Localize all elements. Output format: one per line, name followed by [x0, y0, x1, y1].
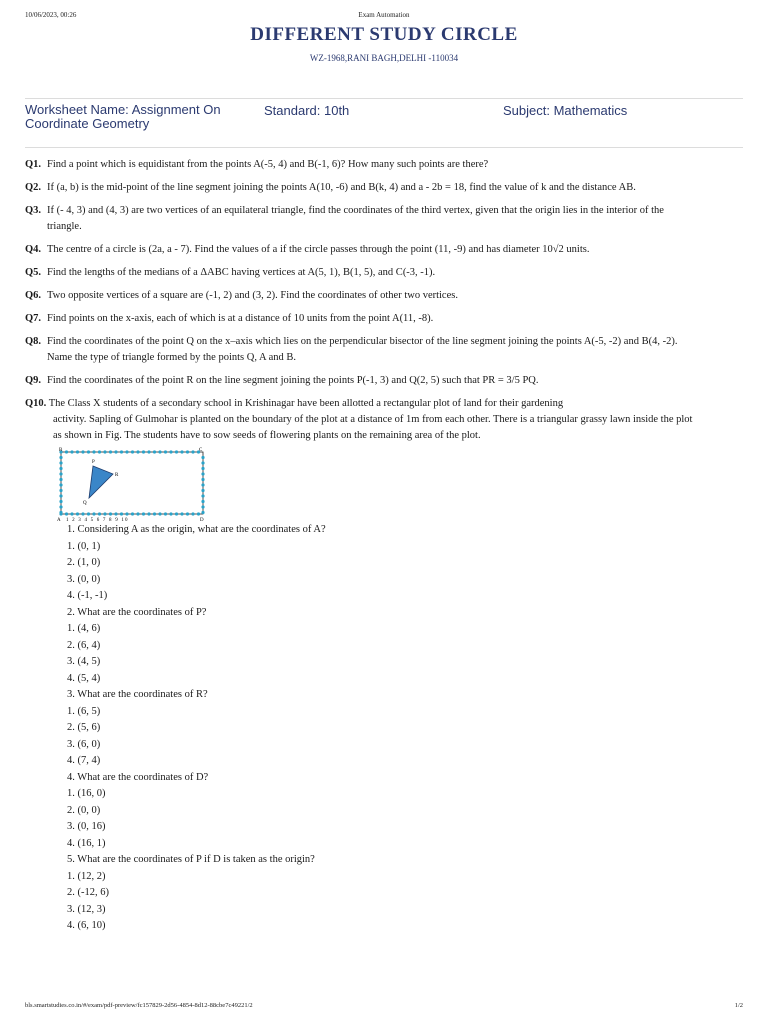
label-c: C [199, 448, 203, 453]
question [25, 288, 698, 304]
option: 1. (6, 5) [67, 705, 101, 717]
label-a: A [57, 518, 61, 522]
subquestion: 1. Considering A as the origin, what are the coordinates of A? [67, 524, 326, 535]
option: 2. (5, 6) [67, 722, 101, 733]
question-number: Q3. [25, 205, 42, 216]
question-number: Q7. [25, 313, 42, 324]
sapling-marker [70, 450, 73, 453]
sapling-marker [131, 512, 134, 515]
worksheet-name: Worksheet Name: Assignment On Coordinate Geometry [25, 102, 221, 131]
sapling-marker [76, 512, 79, 515]
sapling-marker [92, 450, 95, 453]
print-footer [25, 1002, 743, 1012]
option: 4. (6, 10) [67, 920, 106, 931]
sapling-marker [191, 450, 194, 453]
question-list [25, 157, 698, 935]
question-number: Q5. [25, 267, 42, 278]
sapling-marker [103, 512, 106, 515]
sapling-marker [109, 512, 112, 515]
option: 1. (0, 1) [67, 540, 101, 552]
subquestion-list [25, 522, 698, 935]
sapling-marker [153, 512, 156, 515]
question [25, 157, 698, 173]
sapling-marker [114, 450, 117, 453]
option: 4. (-1, -1) [67, 590, 108, 601]
sapling-marker [81, 512, 84, 515]
sapling-marker [59, 494, 62, 497]
sapling-marker [59, 472, 62, 475]
option: 1. (4, 6) [67, 623, 101, 634]
school-name: DIFFERENT STUDY CIRCLE [250, 24, 518, 45]
sapling-marker [76, 450, 79, 453]
sapling-marker [59, 478, 62, 481]
question [25, 334, 698, 366]
sapling-marker [201, 456, 204, 459]
question-text: The Class X students of a secondary school in Krishinagar have been allotted a rectangular plot of land for their gardening [48, 398, 564, 409]
question-number: Q1. [25, 159, 42, 170]
sapling-marker [191, 512, 194, 515]
sapling-marker [59, 505, 62, 508]
sapling-marker [92, 512, 95, 515]
sapling-marker [186, 512, 189, 515]
subquestion: 3. What are the coordinates of R? [67, 689, 208, 700]
question [25, 265, 698, 281]
question-number: Q10. [25, 398, 47, 409]
sapling-marker [201, 494, 204, 497]
sapling-marker [158, 512, 161, 515]
question-number: Q9. [25, 375, 42, 386]
worksheet-meta [25, 98, 743, 148]
sapling-marker [169, 512, 172, 515]
subquestion: 4. What are the coordinates of D? [67, 771, 209, 783]
subquestion: 2. What are the coordinates of P? [67, 606, 207, 618]
sapling-marker [197, 512, 200, 515]
sapling-marker [158, 450, 161, 453]
question-text: Find the coordinates of the point R on the line segment joining the points P(-1, 3) and Q(2, 5) such that PR = 3/5 PQ. [47, 375, 539, 386]
option: 1. (16, 0) [67, 788, 106, 799]
sapling-marker [87, 450, 90, 453]
garden-plot-diagram [57, 446, 207, 522]
sapling-marker [201, 511, 204, 514]
sapling-marker [175, 450, 178, 453]
question-number: Q6. [25, 290, 42, 301]
sapling-marker [59, 461, 62, 464]
subject: Subject: Mathematics [503, 103, 628, 118]
sapling-marker [103, 450, 106, 453]
lawn-triangle [89, 466, 113, 498]
sapling-marker [201, 472, 204, 475]
sapling-marker [147, 450, 150, 453]
option: 2. (1, 0) [67, 557, 101, 568]
print-datetime: 10/06/2023, 00:26 [25, 11, 77, 19]
sapling-marker [114, 512, 117, 515]
option: 1. (12, 2) [67, 870, 106, 882]
option: 4. (5, 4) [67, 672, 101, 684]
sapling-marker [175, 512, 178, 515]
sapling-marker [169, 450, 172, 453]
label-b: B [59, 448, 63, 453]
sapling-marker [201, 489, 204, 492]
question-text: Find the coordinates of the point Q on the x–axis which lies on the perpendicular bisector of the line segment joining the points A(-5, -2) and B(4, -2). Name the type of triangle formed by the points Q, A and B. [47, 336, 678, 363]
sapling-marker [142, 450, 145, 453]
question [25, 242, 698, 258]
question-text: If (- 4, 3) and (4, 3) are two vertices of an equilateral triangle, find the coordinates of the third vertex, given that the origin lies in the interior of the triangle. [47, 205, 664, 232]
question-number: Q2. [25, 182, 42, 193]
sapling-marker [125, 450, 128, 453]
sapling-marker [180, 512, 183, 515]
sapling-marker [201, 478, 204, 481]
option: 4. (16, 1) [67, 837, 106, 849]
question-text: Find a point which is equidistant from the points A(-5, 4) and B(-1, 6)? How many such points are there? [47, 159, 489, 170]
sapling-marker [136, 450, 139, 453]
question [25, 373, 698, 389]
question-10 [25, 396, 698, 935]
sapling-marker [201, 500, 204, 503]
sapling-marker [153, 450, 156, 453]
sapling-marker [70, 512, 73, 515]
sapling-marker [65, 450, 68, 453]
question-text: Find the lengths of the medians of a ΔABC having vertices at A(5, 1), B(1, 5), and C(-3, -1). [47, 267, 436, 278]
sapling-marker [98, 450, 101, 453]
label-q: Q [83, 501, 87, 506]
sapling-marker [180, 450, 183, 453]
print-url: bls.smartstudies.co.in/#/exam/pdf-preview/fc157829-2d56-4854-8d12-88cbe7c49221/2 [25, 1002, 253, 1009]
sapling-marker [109, 450, 112, 453]
print-title: Exam Automation [358, 11, 410, 19]
option: 4. (7, 4) [67, 755, 101, 766]
question-text-continued: activity. Sapling of Gulmohar is planted on the boundary of the plot at a distance of 1m from each other. There is a triangular grassy lawn inside the plot as shown in Fig. The students have to sow seeds of flowering plants on the remaining area of the plot. [53, 414, 693, 441]
question-number: Q8. [25, 336, 42, 347]
sapling-marker [131, 450, 134, 453]
sapling-marker [142, 512, 145, 515]
sapling-marker [136, 512, 139, 515]
school-address: WZ-1968,RANI BAGH,DELHI -110034 [309, 53, 459, 63]
label-p: P [92, 460, 95, 465]
page-number: 1/2 [734, 1002, 743, 1009]
option: 3. (12, 3) [67, 903, 106, 915]
question [25, 180, 698, 196]
sapling-marker [59, 500, 62, 503]
print-header [25, 11, 743, 21]
question-text: If (a, b) is the mid-point of the line segment joining the points A(10, -6) and B(k, 4) and a - 2b = 18, find the value of k and the distance AB. [47, 182, 636, 193]
question-text: The centre of a circle is (2a, a - 7). Find the values of a if the circle passes through the point (11, -9) and has diameter 10√2 units. [47, 244, 590, 255]
axis-ticks: 1 2 3 4 5 6 7 8 9 10 [66, 518, 129, 522]
sapling-marker [186, 450, 189, 453]
standard: Standard: 10th [264, 103, 350, 118]
sapling-marker [59, 467, 62, 470]
sapling-markers [59, 450, 204, 515]
garden-plot-figure [57, 446, 207, 522]
sapling-marker [201, 467, 204, 470]
sapling-marker [120, 450, 123, 453]
sapling-marker [59, 511, 62, 514]
sapling-marker [59, 489, 62, 492]
sapling-marker [59, 456, 62, 459]
question-number: Q4. [25, 244, 42, 255]
option: 3. (4, 5) [67, 656, 101, 667]
question [25, 203, 698, 235]
sapling-marker [81, 450, 84, 453]
option: 3. (6, 0) [67, 738, 101, 750]
option: 2. (0, 0) [67, 804, 101, 816]
sapling-marker [164, 512, 167, 515]
question-text: Two opposite vertices of a square are (-1, 2) and (3, 2). Find the coordinates of other two vertices. [47, 290, 458, 301]
sapling-marker [147, 512, 150, 515]
sapling-marker [201, 461, 204, 464]
subquestion: 5. What are the coordinates of P if D is taken as the origin? [67, 854, 315, 865]
option: 2. (6, 4) [67, 639, 101, 651]
label-r: R [115, 473, 119, 478]
sapling-marker [164, 450, 167, 453]
question-text: Find points on the x-axis, each of which is at a distance of 10 units from the point A(11, -8). [47, 313, 434, 324]
option: 3. (0, 0) [67, 573, 101, 585]
option: 3. (0, 16) [67, 821, 106, 832]
sapling-marker [87, 512, 90, 515]
sapling-marker [201, 483, 204, 486]
question [25, 311, 698, 327]
sapling-marker [201, 505, 204, 508]
sapling-marker [59, 483, 62, 486]
label-d: D [200, 518, 204, 522]
sapling-marker [125, 512, 128, 515]
option: 2. (-12, 6) [67, 887, 109, 898]
sapling-marker [65, 512, 68, 515]
sapling-marker [98, 512, 101, 515]
sapling-marker [120, 512, 123, 515]
